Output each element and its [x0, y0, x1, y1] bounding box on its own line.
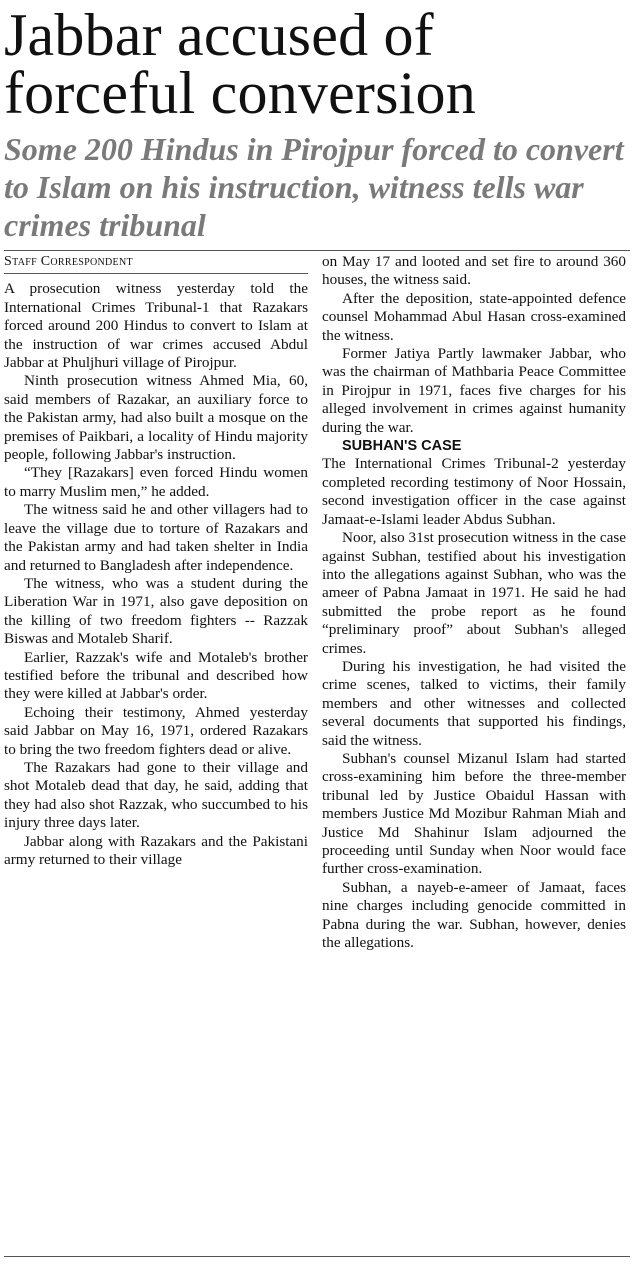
paragraph: A prosecution witness yesterday told the International Crimes Tribunal-1 that Razakars forced around 200 Hindus to convert to Islam at the instruction of war crimes accused Abdul Jabbar at Phuljhuri village of Pirojpur.: [4, 280, 308, 372]
paragraph: on May 17 and looted and set fire to around 360 houses, the witness said.: [322, 253, 626, 289]
paragraph: Noor, also 31st prosecution witness in the case against Subhan, testified about his investigation into the allegations against Subhan, who was the ameer of Pabna Jamaat in 1971. He said he had submitted the probe report as he found “preliminary proof” about Subhan's alleged crimes.: [322, 529, 626, 657]
article: [0, 2, 636, 1269]
top-divider: [4, 250, 630, 251]
subheadline: Some 200 Hindus in Pirojpur forced to convert to Islam on his instruction, witness tells war crimes tribunal: [4, 131, 624, 243]
paragraph: The witness, who was a student during the Liberation War in 1971, also gave deposition on the killing of two freedom fighters -- Razzak Biswas and Motaleb Sharif.: [4, 574, 308, 648]
paragraph: Subhan, a nayeb-e-ameer of Jamaat, faces nine charges including genocide committed in Pabna during the war. Subhan, however, denies the allegations.: [322, 878, 626, 952]
paragraph: Ninth prosecution witness Ahmed Mia, 60, said members of Razakar, an auxiliary force to the Pakistan army, had also built a mosque on the premises of Paikbari, a locality of Hindu majority people, following Jabbar's instruction.: [4, 372, 308, 464]
paragraph: During his investigation, he had visited the crime scenes, talked to victims, their family members and other witnesses and collected several documents that supported his findings, said the witness.: [322, 657, 626, 749]
paragraph: “They [Razakars] even forced Hindu women to marry Muslim men,” he added.: [4, 464, 308, 500]
paragraph: Echoing their testimony, Ahmed yesterday said Jabbar on May 16, 1971, ordered Razakars to bring the two freedom fighters dead or alive.: [4, 703, 308, 758]
paragraph: Former Jatiya Partly lawmaker Jabbar, who was the chairman of Mathbaria Peace Committee in Pirojpur in 1971, faces five charges for his alleged involvement in crimes against humanity during the war.: [322, 345, 626, 436]
article-columns: [4, 253, 630, 952]
left-column: [4, 253, 308, 952]
paragraph: After the deposition, state-appointed defence counsel Mohammad Abul Hasan cross-examined the witness.: [322, 289, 626, 344]
byline: Staff Correspondent: [4, 253, 308, 274]
paragraph: The witness said he and other villagers had to leave the village due to torture of Razakars and the Pakistan army and had taken shelter in India and returned to Bangladesh after independence.: [4, 501, 308, 574]
paragraph: The International Crimes Tribunal-2 yesterday completed recording testimony of Noor Hossain, second investigation officer in the case against Jamaat-e-Islami leader Abdus Subhan.: [322, 455, 626, 528]
bottom-divider: [4, 1256, 630, 1257]
right-column: [322, 253, 626, 952]
paragraph: Earlier, Razzak's wife and Motaleb's brother testified before the tribunal and described how they were killed at Jabbar's order.: [4, 648, 308, 703]
section-heading: SUBHAN'S CASE: [342, 438, 462, 455]
paragraph: The Razakars had gone to their village and shot Motaleb dead that day, he said, adding that they had also shot Razzak, who succumbed to his injury three days later.: [4, 758, 308, 832]
headline: Jabbar accused of forceful conversion: [4, 2, 476, 126]
paragraph: Jabbar along with Razakars and the Pakistani army returned to their village: [4, 832, 308, 868]
paragraph: Subhan's counsel Mizanul Islam had started cross-examining him before the three-member tribunal led by Justice Obaidul Hassan with members Justice Md Mozibur Rahman Miah and Justice Md Shahinur Islam adjourned the proceeding until Sunday when Noor would face further cross-examination.: [322, 749, 626, 878]
